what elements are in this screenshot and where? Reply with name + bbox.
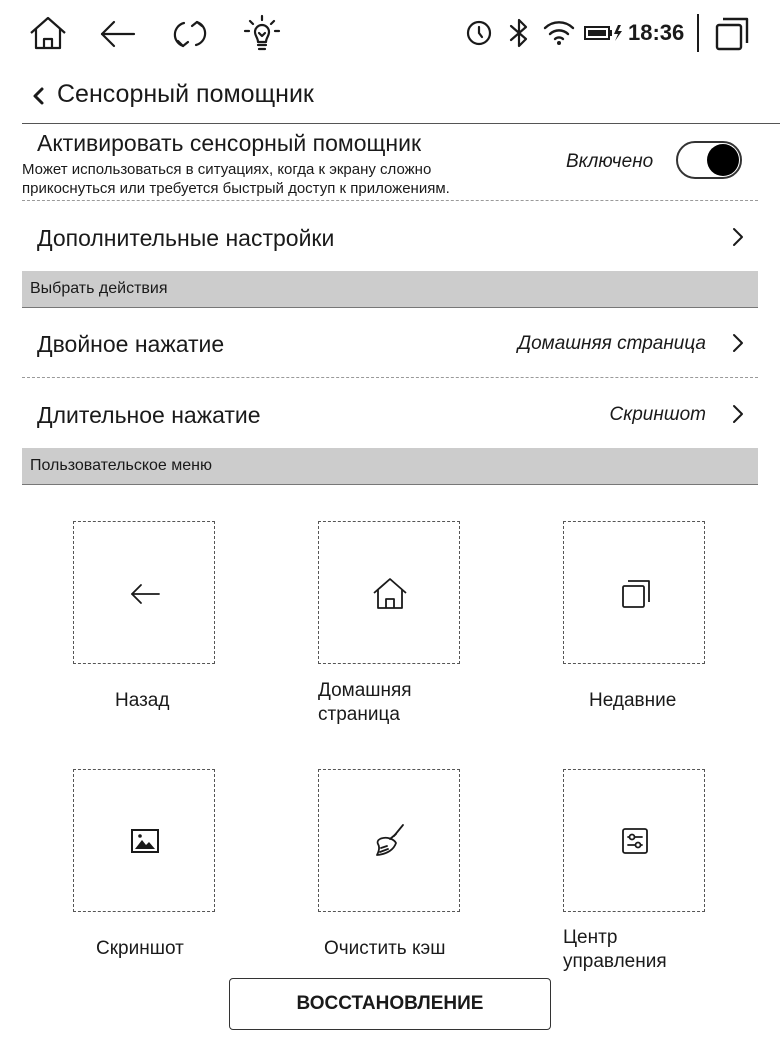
back-arrow-icon: [129, 582, 161, 606]
chevron-right-icon: [731, 226, 745, 248]
refresh-icon[interactable]: [170, 14, 210, 54]
activate-row[interactable]: [37, 130, 421, 157]
tile-label: Назад: [115, 690, 170, 711]
double-tap-row[interactable]: [0, 308, 780, 377]
tile-label: Скриншот: [96, 938, 184, 959]
tile-clear-cache[interactable]: [318, 769, 460, 912]
chevron-right-icon: [731, 403, 745, 425]
activate-title: Активировать сенсорный помощник: [37, 130, 422, 156]
tile-recent[interactable]: [563, 521, 705, 664]
tile-home[interactable]: [318, 521, 460, 664]
status-bar: [0, 0, 780, 70]
tile-label: [563, 926, 667, 974]
restore-button[interactable]: ВОССТАНОВЛЕНИЕ: [229, 978, 551, 1030]
page-title: Сенсорный помощник: [57, 80, 314, 108]
activate-description-line1: Может использоваться в ситуациях, когда к экрану сложно: [22, 161, 432, 178]
broom-icon: [372, 822, 408, 860]
status-time: 18:36: [628, 20, 685, 45]
tile-label-line1: Центр: [563, 927, 618, 948]
tile-label: [318, 679, 412, 727]
lightbulb-icon[interactable]: [242, 14, 282, 54]
section-header-custom-menu: [22, 448, 758, 485]
alarm-clock-icon: [464, 18, 494, 48]
page-header: [0, 78, 780, 123]
section-label: Пользовательское меню: [30, 457, 212, 474]
long-press-value: Скриншот: [609, 404, 706, 425]
tile-label-line2: страница: [318, 704, 400, 725]
battery-charging-icon: [584, 22, 624, 44]
double-tap-value: Домашняя страница: [517, 333, 706, 354]
chevron-right-icon: [731, 332, 745, 354]
tile-back[interactable]: [73, 521, 215, 664]
home-icon[interactable]: [28, 14, 68, 54]
recent-apps-icon: [621, 579, 651, 609]
bluetooth-icon: [506, 16, 532, 50]
status-divider: [697, 14, 699, 52]
toggle-knob: [707, 144, 739, 176]
activate-description: [22, 160, 450, 198]
long-press-row[interactable]: [0, 378, 780, 448]
additional-settings-title: Дополнительные настройки: [37, 225, 335, 251]
tile-label: Недавние: [589, 690, 677, 711]
tile-label-line1: Домашняя: [318, 680, 412, 701]
double-tap-title: Двойное нажатие: [37, 331, 225, 357]
tile-control-center[interactable]: [563, 769, 705, 912]
tile-screenshot[interactable]: [73, 769, 215, 912]
additional-settings-row[interactable]: [0, 201, 780, 271]
screenshot-image-icon: [130, 828, 160, 854]
long-press-title: Длительное нажатие: [37, 402, 261, 428]
home-icon: [372, 577, 408, 611]
activate-toggle[interactable]: [676, 141, 742, 179]
tile-label: Очистить кэш: [324, 938, 446, 959]
section-header-actions: [22, 271, 758, 308]
tile-label-line2: управления: [563, 951, 667, 972]
recent-apps-icon[interactable]: [714, 16, 750, 52]
header-divider: [22, 123, 780, 124]
activate-status: Включено: [566, 151, 654, 172]
back-arrow-icon[interactable]: [98, 14, 138, 54]
control-center-icon: [620, 826, 650, 856]
header-back-chevron-icon[interactable]: [30, 85, 48, 107]
section-label: Выбрать действия: [30, 280, 168, 297]
activate-description-line2: прикоснуться или требуется быстрый доступ к приложениям.: [22, 180, 450, 197]
wifi-icon: [542, 18, 576, 48]
